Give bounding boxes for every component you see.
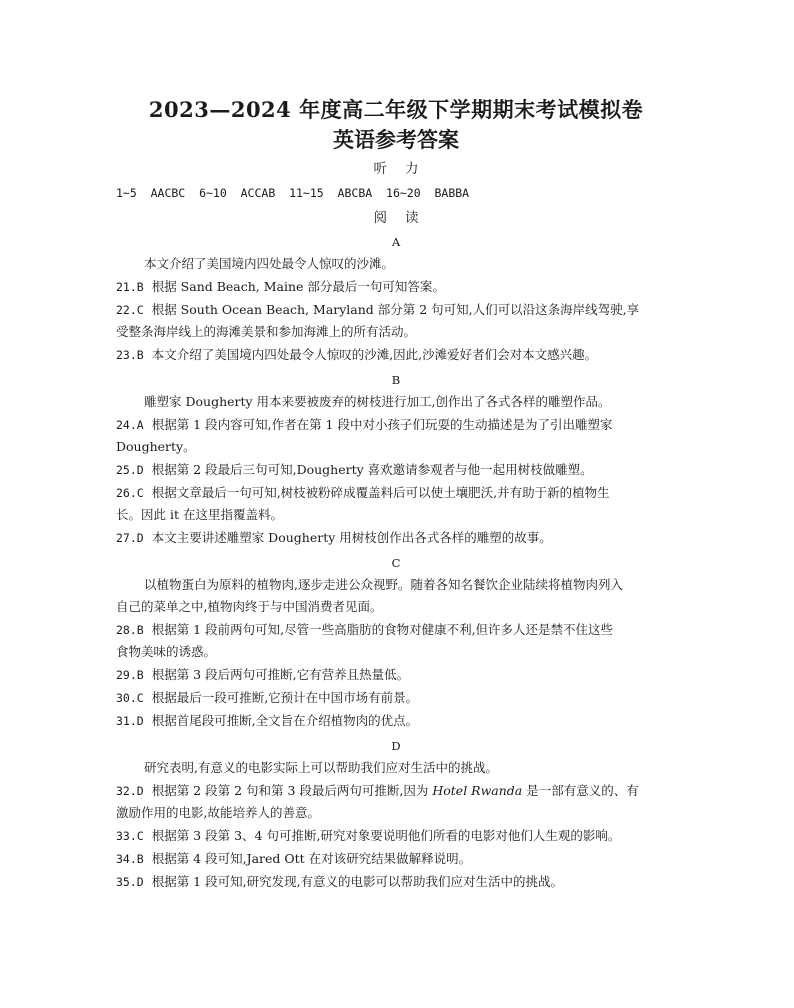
part-d-intro: 研究表明,有意义的电影实际上可以帮助我们应对生活中的挑战。 — [144, 760, 498, 775]
answer-number: 32.D — [116, 784, 144, 798]
answer-item — [116, 276, 676, 298]
answer-item — [116, 848, 676, 870]
answer-item — [116, 687, 676, 709]
listening-answers: 1~5 AACBC 6~10 ACCAB 11~15 ABCBA 16~20 BABBA — [116, 186, 470, 200]
part-c-letter: C — [391, 556, 401, 570]
page-subtitle: 英语参考答案 — [333, 127, 459, 152]
answer-text: 根据第 1 段可知,研究发现,有意义的电影可以帮助我们应对生活中的挑战。 — [151, 874, 564, 889]
answer-text-continued: 长。因此 it 在这里指覆盖料。 — [116, 507, 283, 522]
answer-text: 根据文章最后一句可知,树枝被粉碎成覆盖料后可以使土壤肥沃,并有助于新的植物生 — [151, 485, 610, 500]
part-d-letter: D — [391, 739, 401, 753]
answer-text: 根据第 4 段可知,Jared Ott 在对该研究结果做解释说明。 — [151, 851, 472, 866]
answer-text-continued: 受整条海岸线上的海滩美景和参加海滩上的所有活动。 — [116, 324, 417, 339]
answer-number: 23.B — [116, 348, 144, 362]
answer-text: 根据 South Ocean Beach, Maryland 部分第 2 句可知,人们可以沿这条海岸线驾驶,享 — [151, 302, 640, 317]
part-b-intro: 雕塑家 Dougherty 用本来要被废弃的树枝进行加工,创作出了各式各样的雕塑作品。 — [144, 394, 611, 409]
answer-item — [116, 527, 676, 549]
answer-item — [116, 482, 676, 526]
answer-item — [116, 780, 676, 824]
answer-number: 30.C — [116, 691, 144, 705]
answer-item — [116, 871, 676, 893]
answer-text-after: 是一部有意义的、有 — [522, 783, 639, 798]
answer-text-continued: 激励作用的电影,故能培养人的善意。 — [116, 805, 320, 820]
answer-item — [116, 414, 676, 458]
answer-number: 34.B — [116, 852, 144, 866]
listening-heading: 听力 — [373, 161, 437, 177]
answer-sheet — [116, 96, 676, 893]
answer-item — [116, 710, 676, 732]
answer-number: 28.B — [116, 623, 144, 637]
answer-item — [116, 459, 676, 481]
answer-item — [116, 299, 676, 343]
part-c-intro: 以植物蛋白为原料的植物肉,逐步走进公众视野。随着各知名餐饮企业陆续将植物肉列入 — [144, 577, 623, 592]
answer-text-continued: 食物美味的诱惑。 — [116, 644, 217, 659]
answer-number: 21.B — [116, 280, 144, 294]
answer-number: 27.D — [116, 531, 144, 545]
answer-number: 31.D — [116, 714, 144, 728]
answer-text: 根据最后一段可推断,它预计在中国市场有前景。 — [151, 690, 419, 705]
answer-item — [116, 344, 676, 366]
answer-text: 根据第 1 段前两句可知,尽管一些高脂肪的食物对健康不利,但许多人还是禁不住这些 — [151, 622, 614, 637]
answer-number: 24.A — [116, 418, 144, 432]
answer-number: 33.C — [116, 829, 144, 843]
answer-number: 25.D — [116, 463, 144, 477]
part-b-letter: B — [391, 373, 401, 387]
answer-item — [116, 619, 676, 663]
answer-text: 根据第 2 段最后三句可知,Dougherty 喜欢邀请参观者与他一起用树枝做雕塑。 — [151, 462, 593, 477]
answer-text: 根据第 3 段第 3、4 句可推断,研究对象要说明他们所看的电影对他们人生观的影响。 — [151, 828, 621, 843]
part-a-intro: 本文介绍了美国境内四处最令人惊叹的沙滩。 — [144, 256, 395, 271]
answer-text: 根据 Sand Beach, Maine 部分最后一句可知答案。 — [151, 279, 445, 294]
answer-number: 29.B — [116, 668, 144, 682]
part-a-letter: A — [391, 235, 401, 249]
answer-text: 根据第 1 段内容可知,作者在第 1 段中对小孩子们玩耍的生动描述是为了引出雕塑家 — [151, 417, 613, 432]
answer-number: 35.D — [116, 875, 144, 889]
answer-number: 26.C — [116, 486, 144, 500]
answer-text: 本文主要讲述雕塑家 Dougherty 用树枝创作出各式各样的雕塑的故事。 — [151, 530, 552, 545]
answer-number: 22.C — [116, 303, 144, 317]
page-title: 2023—2024 年度高二年级下学期期末考试模拟卷 — [148, 97, 644, 122]
answer-text: 本文介绍了美国境内四处最令人惊叹的沙滩,因此,沙滩爱好者们会对本文感兴趣。 — [151, 347, 598, 362]
reading-heading: 阅读 — [373, 210, 437, 226]
part-c-intro-continued: 自己的菜单之中,植物肉终于与中国消费者见面。 — [116, 599, 383, 614]
answer-item — [116, 664, 676, 686]
answer-text-continued: Dougherty。 — [116, 439, 196, 454]
film-title: Hotel Rwanda — [432, 783, 523, 798]
answer-text: 根据第 3 段后两句可推断,它有营养且热量低。 — [151, 667, 410, 682]
answer-text: 根据首尾段可推断,全文旨在介绍植物肉的优点。 — [151, 713, 419, 728]
answer-text: 根据第 2 段第 2 句和第 3 段最后两句可推断,因为 — [151, 783, 433, 798]
answer-item — [116, 825, 676, 847]
